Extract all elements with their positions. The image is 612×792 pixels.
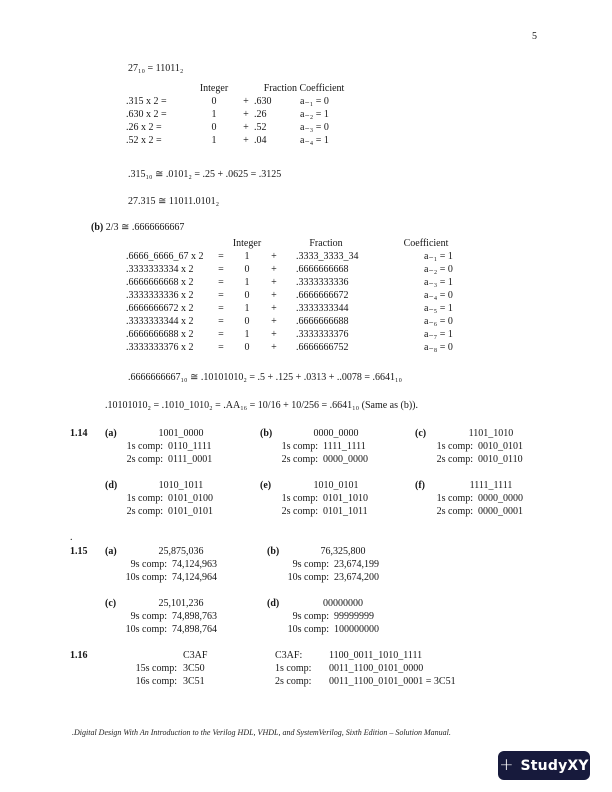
- cell-expression: .26 x 2 =: [126, 122, 162, 133]
- twos-comp-value: 0101_0101: [168, 506, 213, 517]
- cell-plus: +: [271, 290, 277, 301]
- cell-coefficient: a₋₆ = 0: [424, 316, 453, 327]
- twos-comp-label: 2s comp:: [436, 454, 473, 465]
- col-header-coefficient: Coefficient: [403, 238, 449, 249]
- problem-1-15: [70, 545, 419, 636]
- complement-group-e: [260, 479, 405, 518]
- nines-comp-label: 9s comp:: [292, 559, 329, 570]
- cell-expression: .315 x 2 =: [126, 96, 167, 107]
- binary-value: 1111_1111: [469, 480, 513, 491]
- ones-comp-label: 1s comp:: [436, 493, 473, 504]
- complement-group-f: [415, 479, 560, 518]
- cell-coefficient: a₋₄ = 1: [300, 135, 329, 146]
- ones-comp-label: 1s comp:: [126, 441, 163, 452]
- hex-label: C3AF:: [275, 650, 303, 661]
- fraction-table-a: [126, 82, 370, 147]
- part-label: (b): [260, 428, 273, 439]
- tens-comp-label: 10s comp:: [125, 624, 167, 635]
- cell-plus: +: [243, 135, 249, 146]
- cell-coefficient: a₋₂ = 0: [424, 264, 453, 275]
- ones-comp-value: 0101_0100: [168, 493, 213, 504]
- cell-integer: 1: [244, 277, 250, 288]
- cell-plus: +: [271, 251, 277, 262]
- fraction-table-b: [126, 237, 482, 354]
- tens-comp-label: 10s comp:: [125, 572, 167, 583]
- cell-expression: .3333333334 x 2: [126, 264, 194, 275]
- result-b2-line: .10101010₂ = .1010_1010₂ = .AA₁₆ = 10/16 + 10/256 = .6641₁₀ (Same as (b)).: [105, 400, 418, 411]
- part-label: (b): [267, 546, 280, 557]
- cell-expression: .6666666672 x 2: [126, 303, 194, 314]
- cell-fraction: .6666666668: [296, 264, 349, 275]
- twos-comp-value: 0000_0001: [478, 506, 523, 517]
- cell-coefficient: a₋₄ = 0: [424, 290, 453, 301]
- ones-comp-label: 1s comp:: [275, 663, 312, 674]
- binary-value: 1010_0101: [313, 480, 359, 491]
- ones-comp-value: 0110_1111: [168, 441, 212, 452]
- nines-comp-value: 74,124,963: [172, 559, 217, 570]
- part-label: (d): [105, 480, 118, 491]
- nines-comp-label: 9s comp:: [130, 559, 167, 570]
- part-label: (c): [105, 598, 117, 609]
- ones-comp-label: 1s comp:: [281, 493, 318, 504]
- decimal-value: 76,325,800: [320, 546, 366, 557]
- tens-comp-value: 23,674,200: [334, 572, 379, 583]
- cell-fraction: .3333_3333_34: [296, 251, 359, 262]
- cell-coefficient: a₋₁ = 0: [300, 96, 329, 107]
- ones-comp-label: 1s comp:: [281, 441, 318, 452]
- table-row: [126, 302, 482, 315]
- cell-fraction: .6666666672: [296, 290, 349, 301]
- part-b-text: 2/3 ≅ .6666666667: [105, 222, 185, 233]
- part-label: (a): [105, 428, 117, 439]
- twos-comp-label: 2s comp:: [126, 454, 163, 465]
- empty-cell: [126, 237, 228, 250]
- table-row: [126, 134, 370, 147]
- spacer: [70, 479, 105, 518]
- part-label: (c): [415, 428, 427, 439]
- complement-group-b: [267, 545, 419, 584]
- tens-comp-value: 74,898,764: [172, 624, 217, 635]
- complement-group-b: [260, 427, 405, 466]
- nines-comp-value: 99999999: [334, 611, 374, 622]
- cell-equals: =: [218, 342, 224, 353]
- cell-fraction: .3333333376: [296, 329, 349, 340]
- cell-plus: +: [243, 96, 249, 107]
- ones-comp-value: 0000_0000: [478, 493, 523, 504]
- ones-comp-label: 1s comp:: [126, 493, 163, 504]
- cell-fraction: .630: [254, 96, 272, 107]
- part-label: (e): [260, 480, 272, 491]
- cell-plus: +: [271, 303, 277, 314]
- ones-comp-label: 1s comp:: [436, 441, 473, 452]
- cell-integer: 1: [244, 303, 250, 314]
- twos-comp-label: 2s comp:: [275, 676, 312, 687]
- cell-fraction: .6666666688: [296, 316, 349, 327]
- cell-plus: +: [271, 277, 277, 288]
- cell-coefficient: a₋₅ = 1: [424, 303, 453, 314]
- decimal-value: 00000000: [323, 598, 363, 609]
- cell-expression: .630 x 2 =: [126, 109, 167, 120]
- cell-equals: =: [218, 290, 224, 301]
- twos-comp-label: 2s comp:: [126, 506, 163, 517]
- ones-comp-value: 1111_1111: [323, 441, 366, 452]
- nines-comp-label: 9s comp:: [130, 611, 167, 622]
- binary-value: 1001_0000: [158, 428, 204, 439]
- complement-group-a: [105, 545, 257, 584]
- cell-fraction: .6666666752: [296, 342, 349, 353]
- binary-expansion-value: 1100_0011_1010_1111: [329, 650, 423, 661]
- table-row: [126, 108, 370, 121]
- ones-comp-value: 0011_1100_0101_0000: [329, 663, 424, 674]
- table-row: [126, 328, 482, 341]
- nines-comp-label: 9s comp:: [292, 611, 329, 622]
- part-label: (f): [415, 480, 425, 491]
- cell-coefficient: a₋₃ = 1: [424, 277, 453, 288]
- brand-name-primary: Study: [520, 757, 568, 774]
- plus-icon: +: [499, 755, 514, 775]
- combined-result-line: 27.315 ≅ 11011.0101₂: [128, 196, 220, 207]
- complement-group-d: [267, 597, 419, 636]
- spacer: [70, 597, 105, 636]
- cell-coefficient: a₋₃ = 0: [300, 122, 329, 133]
- table-row: [126, 250, 482, 263]
- cell-fraction: .3333333336: [296, 277, 349, 288]
- problem-number: 1.14: [70, 428, 88, 439]
- twos-comp-value: 0000_0000: [323, 454, 368, 465]
- cell-plus: +: [243, 122, 249, 133]
- twos-comp-value: 0111_0001: [168, 454, 213, 465]
- cell-expression: .3333333336 x 2: [126, 290, 194, 301]
- part-label: (d): [267, 598, 280, 609]
- cell-expression: .6666666688 x 2: [126, 329, 194, 340]
- table-row: [126, 276, 482, 289]
- complement-group-c: [415, 427, 560, 466]
- tens-comp-value: 74,124,964: [172, 572, 217, 583]
- cell-plus: +: [243, 109, 249, 120]
- decimal-value: 25,875,036: [158, 546, 204, 557]
- fifteens-comp-label: 15s comp:: [135, 663, 177, 674]
- fifteens-comp-value: 3C50: [183, 663, 205, 674]
- part-b-label: (b): [91, 222, 104, 233]
- table-row: [126, 315, 482, 328]
- cell-integer: 0: [211, 96, 217, 107]
- table-row: [126, 263, 482, 276]
- cell-expression: .3333333376 x 2: [126, 342, 194, 353]
- problem-number: 1.15: [70, 546, 88, 557]
- cell-plus: +: [271, 316, 277, 327]
- cell-expression: .6666666668 x 2: [126, 277, 194, 288]
- cell-integer: 1: [211, 135, 217, 146]
- cell-integer: 0: [211, 122, 217, 133]
- stray-mark: .: [70, 532, 73, 543]
- cell-integer: 0: [244, 264, 250, 275]
- cell-equals: =: [218, 251, 224, 262]
- result-b1-line: .6666666667₁₀ ≅ .10101010₂ = .5 + .125 + .0313 + ..0078 = .6641₁₀: [128, 372, 403, 383]
- complement-group-c: [105, 597, 257, 636]
- cell-integer: 1: [244, 329, 250, 340]
- table-row: [126, 95, 370, 108]
- twos-comp-label: 2s comp:: [281, 454, 318, 465]
- problem-1-16: [70, 649, 456, 688]
- table-a-header-row: [126, 82, 370, 95]
- cell-coefficient: a₋₂ = 1: [300, 109, 329, 120]
- problem-1-14: [70, 427, 560, 518]
- col-header-integer: Integer: [199, 83, 229, 94]
- table-b-header-row: [126, 237, 482, 250]
- cell-equals: =: [218, 264, 224, 275]
- binary-value: 0000_0000: [313, 428, 359, 439]
- ones-comp-value: 0010_0101: [478, 441, 523, 452]
- cell-fraction: .04: [254, 135, 267, 146]
- cell-integer: 1: [244, 251, 250, 262]
- tens-comp-label: 10s comp:: [287, 572, 329, 583]
- brand-name-secondary: XY: [567, 757, 589, 774]
- col-header-integer: Integer: [232, 238, 262, 249]
- empty-cell: [266, 237, 282, 250]
- twos-comp-label: 2s comp:: [436, 506, 473, 517]
- col-header-fraction: Fraction: [309, 238, 343, 249]
- cell-equals: =: [218, 329, 224, 340]
- sixteens-comp-value: 3C51: [183, 676, 205, 687]
- table-row: [126, 341, 482, 354]
- page-number: 5: [532, 31, 537, 42]
- cell-integer: 1: [211, 109, 217, 120]
- cell-integer: 0: [244, 342, 250, 353]
- empty-cell: [126, 82, 190, 95]
- tens-comp-label: 10s comp:: [287, 624, 329, 635]
- cell-plus: +: [271, 342, 277, 353]
- decimal-to-binary-line: 27₁₀ = 11011₂: [128, 63, 184, 74]
- part-label: (a): [105, 546, 117, 557]
- cell-expression: .52 x 2 =: [126, 135, 162, 146]
- cell-expression: .6666_6666_67 x 2: [126, 251, 204, 262]
- hex-complement-left: [105, 649, 265, 688]
- binary-value: 1101_1010: [468, 428, 514, 439]
- brand-name: [521, 759, 589, 773]
- col-header-fraction-coefficient: Fraction Coefficient: [263, 83, 345, 94]
- footer-citation: .Digital Design With An Introduction to the Verilog HDL, VHDL, and SystemVerilog, Sixth Edition – Solution Manual.: [72, 728, 451, 737]
- hex-complement-right: [275, 649, 456, 688]
- part-b-heading: [91, 221, 184, 234]
- fraction-result-line: .315₁₀ ≅ .0101₂ = .25 + .0625 = .3125: [128, 169, 282, 180]
- cell-plus: +: [271, 264, 277, 275]
- studyxy-badge: [498, 751, 590, 780]
- twos-comp-label: 2s comp:: [281, 506, 318, 517]
- table-row: [126, 289, 482, 302]
- complement-group-d: [105, 479, 250, 518]
- complement-group-a: [105, 427, 250, 466]
- hex-value: C3AF: [183, 650, 208, 661]
- twos-comp-value: 0011_1100_0101_0001 = 3C51: [329, 676, 456, 687]
- cell-expression: .3333333344 x 2: [126, 316, 194, 327]
- ones-comp-value: 0101_1010: [323, 493, 368, 504]
- cell-equals: =: [218, 303, 224, 314]
- decimal-value: 25,101,236: [158, 598, 204, 609]
- tens-comp-value: 100000000: [334, 624, 379, 635]
- cell-coefficient: a₋₁ = 1: [424, 251, 453, 262]
- cell-integer: 0: [244, 290, 250, 301]
- nines-comp-value: 74,898,763: [172, 611, 217, 622]
- cell-integer: 0: [244, 316, 250, 327]
- problem-number: 1.16: [70, 650, 88, 661]
- cell-fraction: .3333333344: [296, 303, 349, 314]
- twos-comp-value: 0010_0110: [478, 454, 523, 465]
- cell-fraction: .52: [254, 122, 267, 133]
- cell-coefficient: a₋₈ = 0: [424, 342, 453, 353]
- cell-equals: =: [218, 277, 224, 288]
- binary-value: 1010_1011: [158, 480, 204, 491]
- cell-plus: +: [271, 329, 277, 340]
- nines-comp-value: 23,674,199: [334, 559, 379, 570]
- twos-comp-value: 0101_1011: [323, 506, 368, 517]
- cell-equals: =: [218, 316, 224, 327]
- table-row: [126, 121, 370, 134]
- cell-coefficient: a₋₇ = 1: [424, 329, 453, 340]
- sixteens-comp-label: 16s comp:: [135, 676, 177, 687]
- cell-fraction: .26: [254, 109, 267, 120]
